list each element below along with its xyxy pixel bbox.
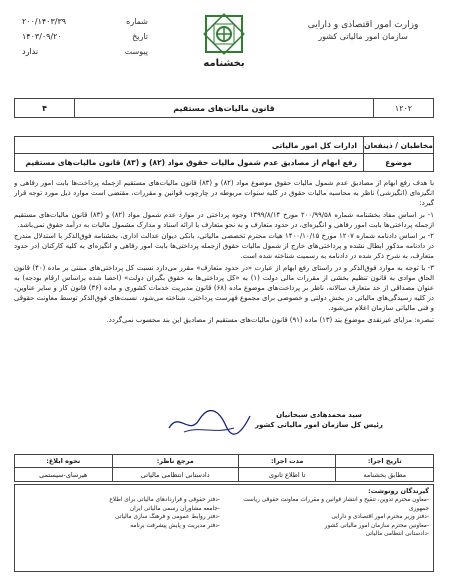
cc-title: گیرندگان رونوشت: [368, 487, 429, 495]
header-notification: نحوه ابلاغ: [46, 457, 81, 465]
addressee-value: ادارات کل امور مالیاتی [271, 140, 357, 150]
note-paragraph: تبصره: مزایای غیرنقدی موضوع بند (۱۳) ماده (۹۱) قانون مالیات‌های مستقیم از مصادیق این بند محسوب نمی‌گردد. [106, 315, 434, 324]
clause-3: ۳- با توجه به موارد فوق‌الذکر و در راستای رفع ابهام از عبارت «در حدود متعارف» مقرر می‌دارد نسبت کل پرداختی‌های مبتنی بر ماده (۴۰) قانون الحاق موادی به قانون تنظیم بخشی از مقررات مالی دولت (۱) به «کل پرداختی‌ها به حقوق بگیران دولت» (احصا شده براساس ارقام بودجه) به عنوان مصداقی از حد متعارف سالانه، ناظر بر پرداخت‌های موضوع ماده (۶۸) قانون مدیریت خدمات کشوری و ماده (۳۶) قانون کار و سایر عناوین، در کلیه رسیدگی‌های مالیاتی در بخش دولتی و خصوصی برای مجموع فهرست پرداختی، شناخته می‌شود. نسبت‌های فوق‌الذکر توسط معاونت حقوقی و فنی مالیاتی سازمان اعلام می‌شود. [14, 263, 434, 313]
org-line-1: وزارت امور اقتصادی و دارایی [307, 20, 419, 30]
cc-item: -دادستانی انتظامی مالیاتی [365, 531, 429, 538]
cc-item: -معاون محترم تدوین، تنقیح و انتشار قوانین و مقررات معاونت حقوقی ریاست جمهوری [243, 497, 429, 512]
date-label: تاریخ [132, 32, 148, 41]
law-title: قانون مالیات‌های مستقیم [173, 103, 275, 113]
clause-2: ۲- بر اساس دادنامه شماره ۱۲۰۷ مورخ ۱۴۰۰/۱۰/۱۵ هیات محترم تخصصی مالیاتی، بانکی دیوان عدالت اداری، بخشنامه فوق‌الذکر با استدلال مندرج در دادنامه مذکور ابطال نشده و پرداختی‌های خارج از شمول مالیات حقوق ازجمله پرداختی‌ها بابت امور رفاهی و انگیزه‌ای به کلیه کارکنان (در حدود متعارف، به شرح ذکر شده در دادنامه به رسمیت شناخته شده است. [14, 232, 434, 261]
subject-label: موضوع [363, 154, 433, 171]
execution-value-row [15, 468, 433, 481]
cc-item: -جامعه مشاوران رسمی مالیاتی ایران [129, 505, 220, 512]
subject-value: رفع ابهام از مصادیق عدم شمول مالیات حقوق مواد (۸۲) و (۸۳) قانون مالیات‌های مستقیم [25, 158, 357, 167]
cc-item: -معاونین محترم سازمان امور مالیاتی کشور [324, 522, 429, 529]
addressee-table [14, 136, 434, 172]
organization-block [298, 20, 428, 42]
cc-item: -دفتر حقوقی و قراردادهای مالیاتی برای اطلاع [109, 497, 220, 504]
number-value: ۲۰۰/۱۴۰۳/۳۹ [22, 17, 67, 26]
copy-recipients [14, 484, 434, 572]
header-exec-date: تاریخ اجرا: [335, 455, 433, 467]
clause-1: ۱- بر اساس مفاد بخشنامه شماره ۲۰۰/۹۹/۵۸ مورخ ۱۳۹۹/۸/۱۴ وجوه پرداختی در موارد عدم شمول مواد (۸۲) و (۸۳) قانون مالیات‌های مستقیم ازجمله پرداختی‌ها بابت امور رفاهی و انگیزه‌ای، در حدود متعارف و به نحو متعارف با ارائه اسناد و مدارک مشمول مالیات به درآمد حقوق نمی‌باشد. [14, 210, 434, 229]
addressee-row [15, 137, 433, 154]
cc-item: -دفتر وزیر محترم امور اقتصادی و دارایی [331, 514, 429, 521]
signatory-position: رئیس کل سازمان امور مالیاتی کشور [255, 421, 383, 429]
attachment-label: پیوست [124, 47, 148, 56]
emblem [182, 12, 266, 69]
cc-column-right [228, 496, 429, 538]
cc-grid [19, 496, 429, 538]
value-notification: هیرسای-سیستمی [39, 470, 88, 479]
addressee-label: مخاطبان / ذینفعان [363, 137, 433, 153]
date-row [18, 29, 148, 44]
header-supervisor: مرجع ناظر: [112, 455, 238, 467]
cc-column-left [19, 496, 220, 538]
attachment-value: ندارد [22, 47, 39, 56]
reference-block [18, 14, 148, 59]
number-row [18, 14, 148, 29]
header-exec-duration: مدت اجرا: [238, 455, 336, 467]
letterhead [14, 8, 434, 92]
value-exec-duration: تا اطلاع ثانوی [238, 468, 336, 481]
cc-item: -دفتر مدیریت و پایش پیشرفت برنامه [130, 522, 220, 529]
circular-number: ۱۲۰۲ [373, 99, 433, 117]
date-value: ۱۴۰۳/۰۹/۲۰ [22, 32, 62, 41]
circular-body [14, 178, 434, 408]
value-exec-date: مطابق بخشنامه [335, 468, 433, 481]
attachment-row [18, 44, 148, 59]
subject-row [15, 154, 433, 171]
title-band [14, 98, 434, 118]
intro-paragraph: با هدف رفع ابهام از مصادیق عدم شمول مالیات حقوق موضوع مواد (۸۲) و (۸۳) قانون مالیات‌های مستقیم ازجمله پرداخت‌ها بابت امور رفاهی و انگیزه‌ای (انگیزشی) ناظر به محاسبه مالیات حقوق در کلیه سنوات مربوطه در چارچوب قوانین و مقررات، مقتضی است موارد ذیل مورد توجه قرار گیرد: [14, 179, 434, 208]
tax-emblem-icon [202, 12, 246, 56]
signatory-name: سید محمدهادی سبحانیان [276, 411, 362, 419]
cc-item: -دفتر روابط عمومی و فرهنگ سازی مالیاتی [115, 514, 220, 521]
number-label: شماره [126, 17, 148, 26]
value-supervisor: دادستانی انتظامی مالیاتی [112, 468, 238, 481]
execution-table [14, 454, 434, 482]
emblem-caption: بخشنامه [203, 58, 245, 69]
page-indicator: ۴ [15, 99, 75, 117]
execution-header-row [15, 455, 433, 468]
signature-block [234, 410, 404, 430]
org-line-2: سازمان امور مالیاتی کشور [318, 32, 408, 41]
circular-document [14, 8, 434, 574]
